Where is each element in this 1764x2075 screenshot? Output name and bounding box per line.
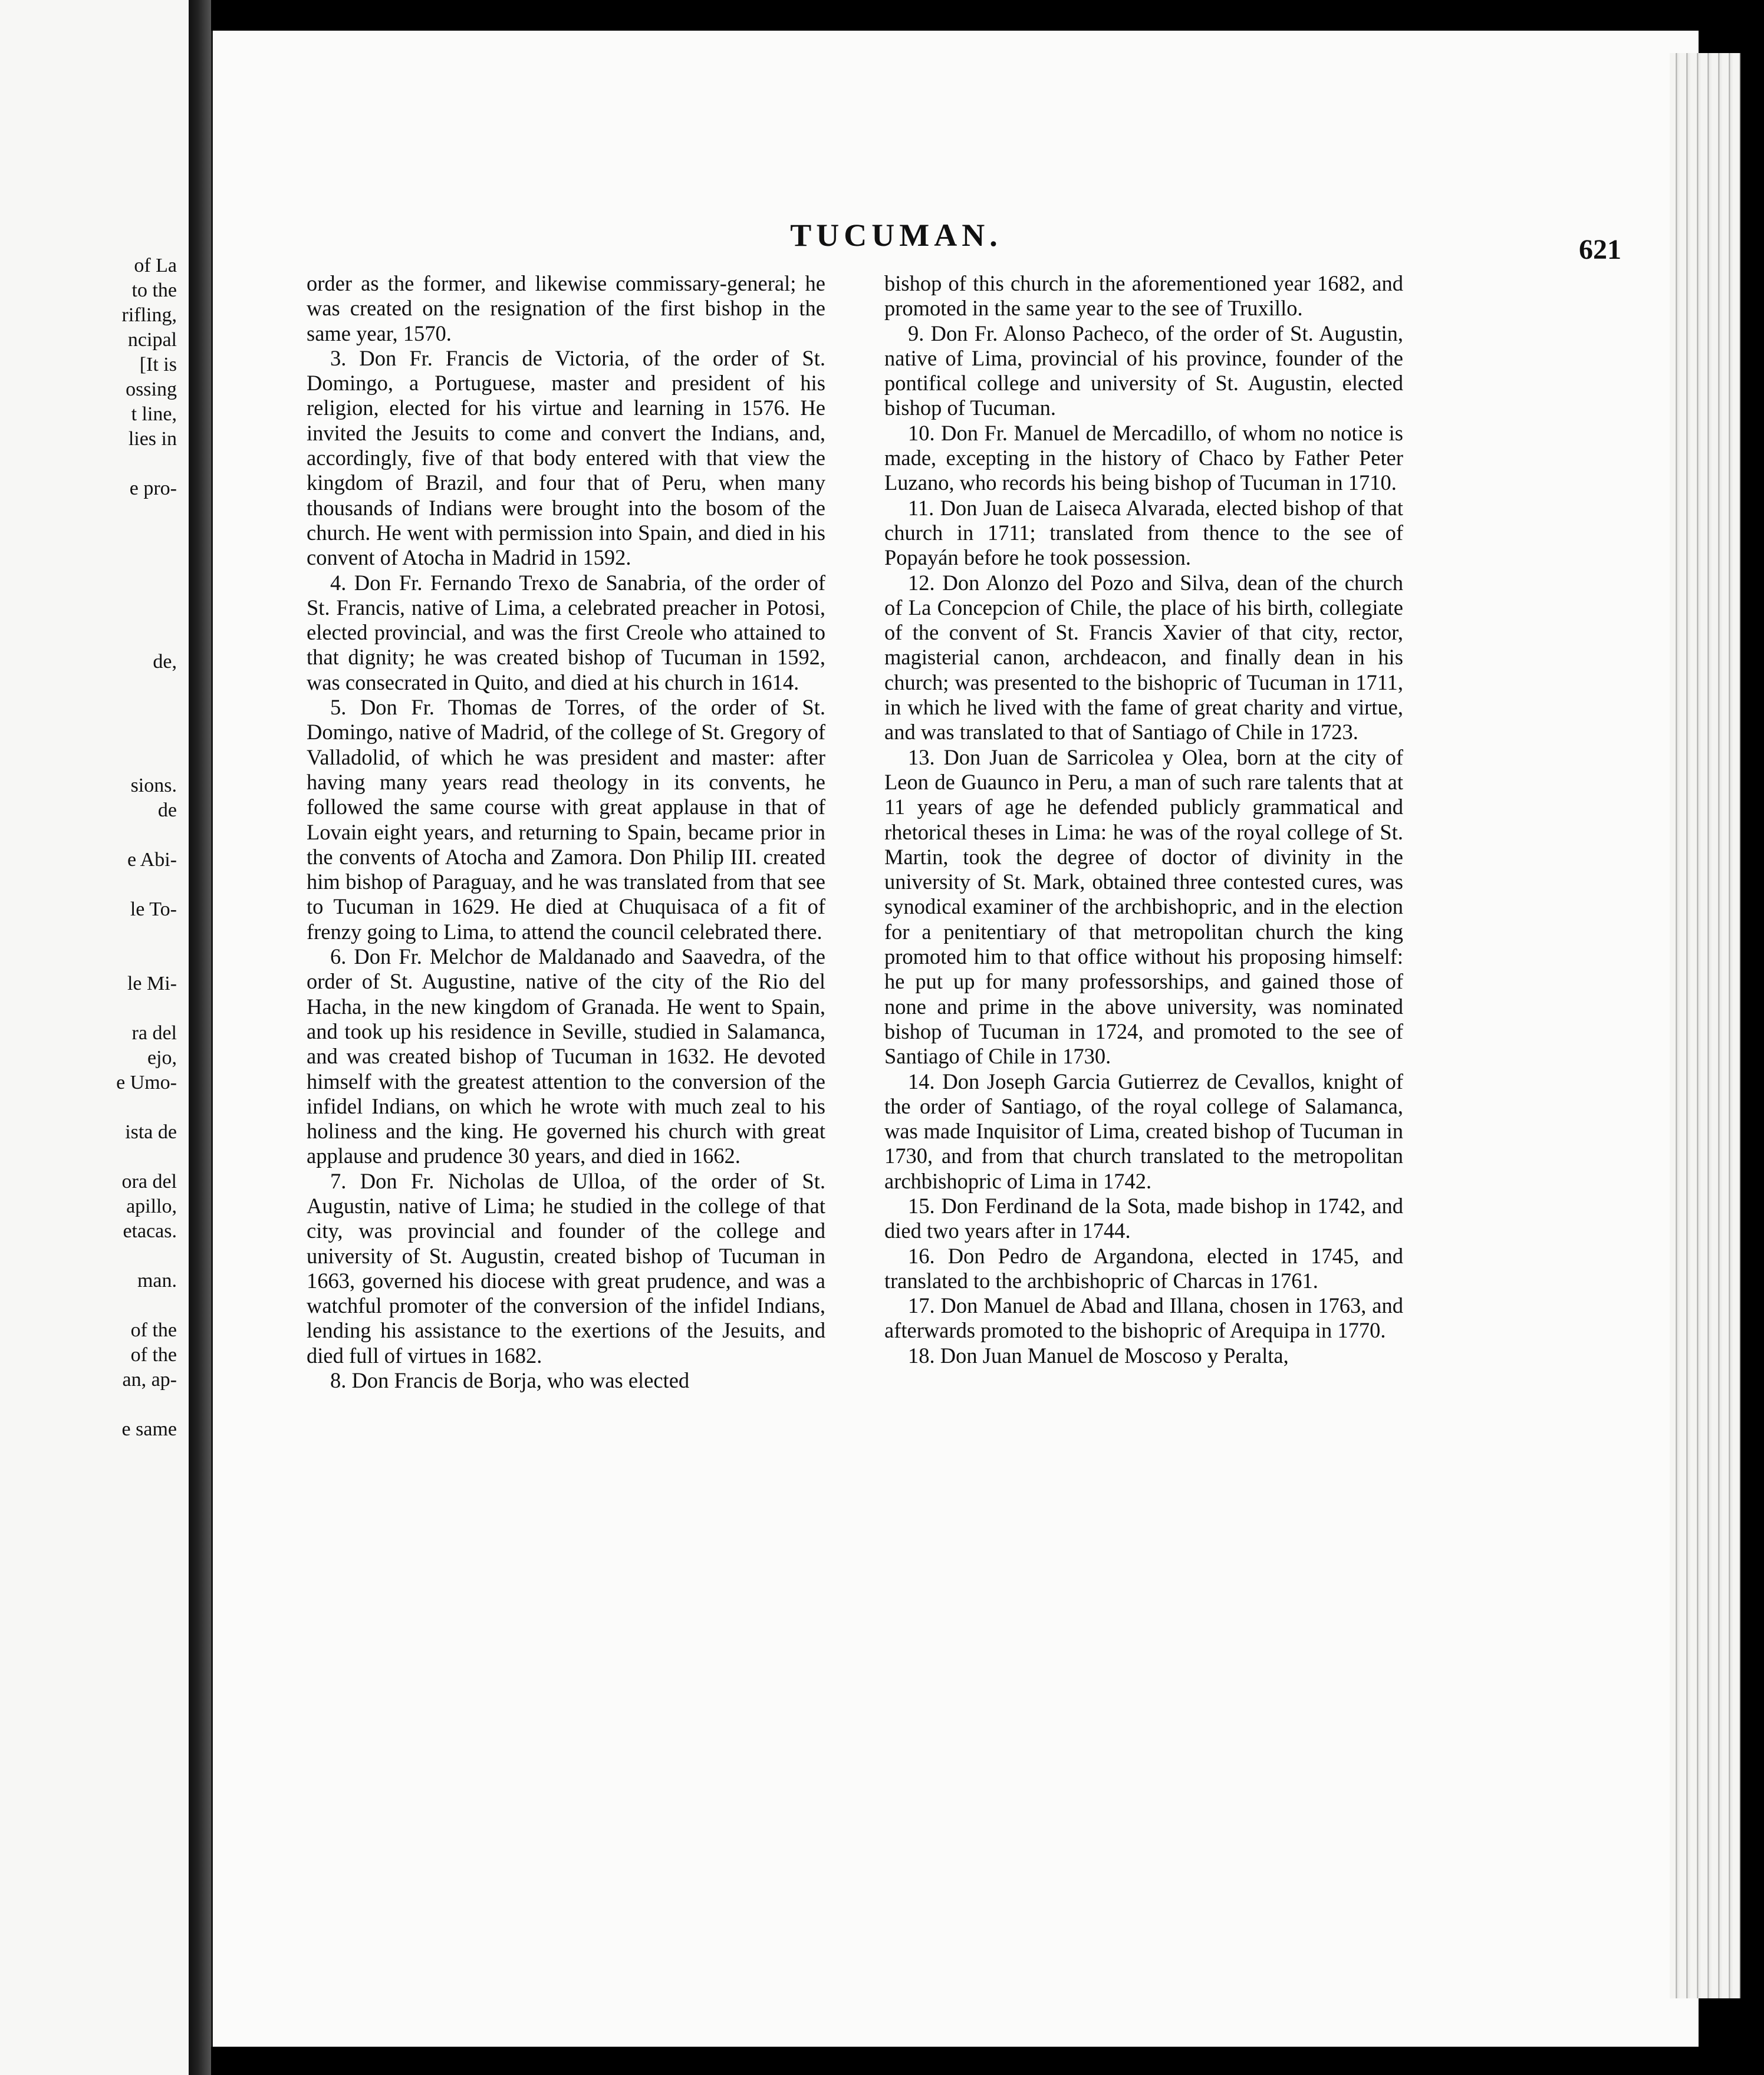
- facing-page-line: [0, 501, 177, 526]
- paragraph: 6. Don Fr. Melchor de Maldanado and Saavedra, of the order of St. Augustine, native of the city of the Rio del Hacha, in the new kingdom of Granada. He went to Spain, and took up his residence in Seville, studied in Salamanca, and was created bishop of Tucuman in 1632. He devoted himself with the greatest attention to the conversion of the infidel Indians, on which he wrote with much zeal to his holiness and the king. He governed his church with great applause and prudence 30 years, and died in 1662.: [307, 944, 825, 1168]
- facing-page-line: ra del: [131, 1022, 177, 1044]
- facing-page-line: rifling,: [121, 304, 177, 326]
- paragraph: order as the former, and likewise commissary-general; he was created on the resignation of the first bishop in the same year, 1570.: [307, 271, 825, 345]
- facing-page-line: of the: [130, 1319, 177, 1341]
- facing-page-line: etacas.: [123, 1220, 177, 1242]
- facing-page-line: de: [157, 799, 177, 821]
- facing-page-line: ista de: [125, 1121, 177, 1143]
- paragraph: bishop of this church in the aforementioned year 1682, and promoted in the same year to the see of Truxillo.: [884, 271, 1403, 321]
- facing-page-line: [0, 575, 177, 600]
- facing-page-line: [0, 823, 177, 848]
- paragraph: 9. Don Fr. Alonso Pacheco, of the order of St. Augustin, native of Lima, provincial of his province, founder of the pontifical college and university of St. Augustin, elected bishop of Tucuman.: [884, 321, 1403, 420]
- paragraph: 5. Don Fr. Thomas de Torres, of the order of St. Domingo, native of Madrid, of the college of St. Gregory of Valladolid, of which he was president and master: after having many years read theology in its convents, he followed the same course with great applause in that of Lovain eight years, and returning to Spain, became prior in the convents of Atocha and Zamora. Don Philip III. created him bishop of Paraguay, and he was translated from that see to Tucuman in 1629. He died at Chuquisaca of a fit of frenzy going to Lima, to attend the council celebrated there.: [307, 695, 825, 944]
- facing-page-line: apillo,: [126, 1195, 177, 1217]
- facing-page-line: [0, 1244, 177, 1269]
- facing-page-line: e Umo-: [116, 1072, 177, 1094]
- facing-page-line: of La: [134, 255, 177, 276]
- facing-page-line: [0, 1293, 177, 1318]
- facing-page-line: le To-: [130, 898, 177, 920]
- facing-page-line: ora del: [121, 1171, 177, 1193]
- facing-page-line: [0, 922, 177, 947]
- paragraph: 13. Don Juan de Sarricolea y Olea, born at the city of Leon de Guaunco in Peru, a man of such rare talents that at 11 years of age he defended publicly grammatical and rhetorical theses in Lima: he was of the royal college of St. Martin, took the degree of doctor of divinity in the university of St. Mark, obtained three contested cures, was synodical examiner of the archbishopric, and in the election for a penitentiary of that metropolitan church the king promoted him to that office without his proposing himself: he put up for many professorships, and gained those of none and prime in the above university, was nominated bishop of Tucuman in 1724, and promoted to the see of Santiago of Chile in 1730.: [884, 745, 1403, 1069]
- facing-page-line: le Mi-: [127, 973, 177, 994]
- paragraph: 4. Don Fr. Fernando Trexo de Sanabria, of the order of St. Francis, native of Lima, a celebrated preacher in Potosi, elected provincial, and was the first Creole who attained to that dignity; he was created bishop of Tucuman in 1592, was consecrated in Quito, and died at his church in 1614.: [307, 570, 825, 694]
- paragraph: 15. Don Ferdinand de la Sota, made bishop in 1742, and died two years after in 1744.: [884, 1193, 1403, 1243]
- facing-page-text: [0, 253, 177, 1442]
- facing-page-line: [0, 1095, 177, 1120]
- facing-page: [0, 0, 189, 2075]
- facing-page-line: [It is: [139, 354, 177, 376]
- paragraph: 17. Don Manuel de Abad and Illana, chosen in 1763, and afterwards promoted to the bishopric of Arequipa in 1770.: [884, 1293, 1403, 1343]
- facing-page-line: sions.: [130, 775, 177, 796]
- page-edges: [1670, 53, 1740, 1998]
- facing-page-line: an, ap-: [122, 1369, 177, 1391]
- page-number: 621: [1579, 234, 1621, 265]
- facing-page-line: e pro-: [129, 477, 177, 499]
- facing-page-line: to the: [131, 279, 177, 301]
- facing-page-line: [0, 699, 177, 724]
- facing-page-line: [0, 1145, 177, 1170]
- paragraph: 11. Don Juan de Laiseca Alvarada, elected bishop of that church in 1711; translated from thence to the see of Popayán before he took possession.: [884, 495, 1403, 570]
- paragraph: 14. Don Joseph Garcia Gutierrez de Cevallos, knight of the order of Santiago, of the royal college of Salamanca, was made Inquisitor of Lima, created bishop of Tucuman in 1730, and from that church translated to the metropolitan archbishopric of Lima in 1742.: [884, 1069, 1403, 1193]
- left-column: [307, 271, 825, 1393]
- facing-page-line: [0, 625, 177, 650]
- paragraph: 16. Don Pedro de Argandona, elected in 1745, and translated to the archbishopric of Charcas in 1761.: [884, 1243, 1403, 1293]
- facing-page-line: [0, 452, 177, 476]
- facing-page-line: [0, 996, 177, 1021]
- facing-page-line: ossing: [126, 378, 177, 400]
- facing-page-line: [0, 1392, 177, 1417]
- facing-page-line: [0, 749, 177, 773]
- facing-page-line: of the: [130, 1344, 177, 1366]
- facing-page-line: [0, 724, 177, 749]
- facing-page-line: e Abi-: [127, 849, 177, 871]
- facing-page-line: [0, 674, 177, 699]
- facing-page-line: ncipal: [127, 329, 177, 351]
- facing-page-line: ejo,: [147, 1047, 177, 1069]
- paragraph: 10. Don Fr. Manuel de Mercadillo, of whom no notice is made, excepting in the history of Chaco by Father Peter Luzano, who records his being bishop of Tucuman in 1710.: [884, 420, 1403, 495]
- paragraph: 7. Don Fr. Nicholas de Ulloa, of the order of St. Augustin, native of Lima; he studied in the college of that city, was provincial and founder of the college and university of St. Augustin, created bishop of Tucuman in 1663, governed his diocese with great prudence, and was a watchful promoter of the conversion of the infidel Indians, lending his assistance to the exertions of the Jesuits, and died full of virtues in 1682.: [307, 1168, 825, 1368]
- facing-page-line: [0, 947, 177, 971]
- facing-page-line: de,: [153, 651, 177, 673]
- facing-page-line: [0, 526, 177, 551]
- facing-page-line: [0, 600, 177, 625]
- paragraph: 8. Don Francis de Borja, who was elected: [330, 1368, 690, 1393]
- facing-page-line: lies in: [128, 428, 177, 450]
- book-gutter: [189, 0, 211, 2075]
- facing-page-line: [0, 551, 177, 575]
- facing-page-line: e same: [121, 1418, 177, 1440]
- facing-page-line: t line,: [131, 403, 177, 425]
- paragraph: 12. Don Alonzo del Pozo and Silva, dean of the church of La Concepcion of Chile, the place of his birth, collegiate of the convent of St. Francis Xavier of that city, rector, magisterial canon, archdeacon, and finally dean in his church; was presented to the bishopric of Tucuman in 1711, in which he lived with the fame of great charity and virtue, and was translated to that of Santiago of Chile in 1723.: [884, 570, 1403, 745]
- running-head: TUCUMAN.: [790, 218, 1002, 253]
- paragraph: 3. Don Fr. Francis de Victoria, of the order of St. Domingo, a Portuguese, master and president of his religion, elected for his virtue and learning in 1576. He invited the Jesuits to come and convert the Indians, and, accordingly, five of that body entered with that view the kingdom of Brazil, and four that of Peru, when many thousands of Indians were brought into the bosom of the church. He went with permission into Spain, and died in his convent of Atocha in Madrid in 1592.: [307, 345, 825, 570]
- right-column: [884, 271, 1403, 1368]
- facing-page-line: [0, 872, 177, 897]
- facing-page-line: man.: [137, 1270, 177, 1292]
- paragraph: 18. Don Juan Manuel de Moscoso y Peralta,: [908, 1343, 1289, 1368]
